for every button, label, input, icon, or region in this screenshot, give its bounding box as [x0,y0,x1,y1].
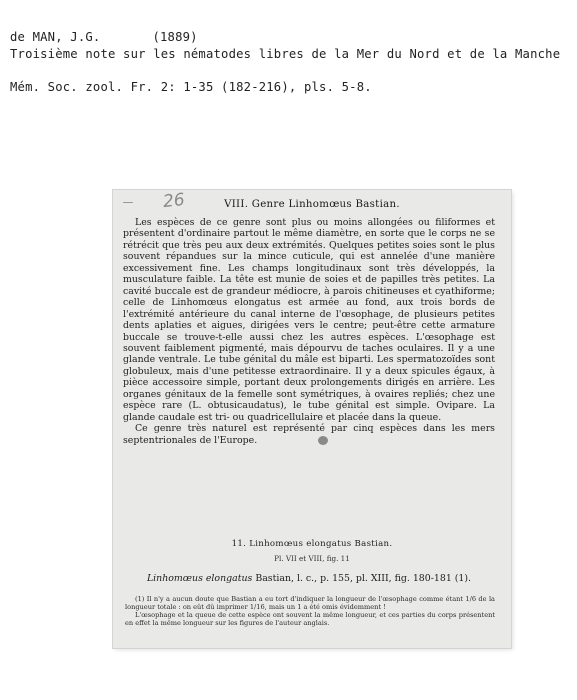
footnote: L'œsophage et la queue de cette espèce ont souvent la même longueur, et ces parties du corps présentent en effet la même longueur sur les figures de l'auteur anglais. [125,611,495,628]
species-reference: Bastian, l. c., p. 155, pl. XIII, fig. 180-181 (1). [255,573,472,584]
journal-clipping [113,190,511,648]
species-name: Linhomœus elongatus [146,573,253,584]
reference-year: (1889) [152,30,198,44]
handwritten-page-number: 26 [162,189,186,213]
reference-title: Troisième note sur les nématodes libres de la Mer du Nord et de la Manche [10,47,561,61]
description-paragraph: Ce genre très naturel est représenté par cinq espèces dans les mers septentrionales de l'Europe. [123,423,495,446]
reference-citation: Mém. Soc. zool. Fr. 2: 1-35 (182-216), pls. 5-8. [10,80,372,94]
genus-heading: VIII. Genre Linhomœus Bastian. [224,199,400,210]
plate-reference: Pl. VII et VIII, fig. 11 [274,554,350,563]
species-heading: 11. Linhomœus elongatus Bastian. [231,539,393,549]
ink-stain [318,436,328,445]
footnotes [125,595,495,627]
genus-description [123,217,495,446]
reference-author: de MAN, J.G. [10,30,101,44]
species-citation [123,573,495,584]
description-paragraph: Les espèces de ce genre sont plus ou moins allongées ou filiformes et présentent d'ordinaire partout le même diamètre, en sorte que le corps ne se rétrécit que très peu aux deux extrémités. Quelques petites soies sont le plus souvent répandues sur la mince cuticule, qui est annelée d'une manière excessivement fine. Les champs longitudinaux sont très développés, la musculature faible. La tête est munie de soies et de papilles très petites. La cavité buccale est de grandeur médiocre, à parois chitineuses et cyathiforme; celle de Linhomœus elongatus est armée au fond, aux trois bords de l'extrémité antérieure du canal interne de l'œsophage, de plusieurs petites dents aplaties et aigues, dirigées vers le centre; peut-être cette armature buccale se trouve-t-elle aussi chez les autres espèces. L'œsophage est souvent faiblement pigmenté, mais dépourvu de taches oculaires. Il y a une glande ventrale. Le tube génital du mâle est biparti. Les spermatozoïdes sont globuleux, mais d'une petitesse extraordinaire. Il y a deux spicules égaux, à pièce accessoire simple, portant deux prolongements dirigés en arrière. Les organes génitaux de la femelle sont symétriques, à ovaires repliés; chez une espèce rare (L. obtusicaudatus), le tube génital est simple. Ovipare. La glande caudale est tri- ou quadricellulaire et placée dans la queue. [123,217,495,423]
reference-header [10,30,198,44]
footnote: (1) Il n'y a aucun doute que Bastian a eu tort d'indiquer la longueur de l'œsophage comme étant 1/6 de la longueur totale : on eût dû imprimer 1/16, mais un 1 a été omis évidemment ! [125,595,495,612]
